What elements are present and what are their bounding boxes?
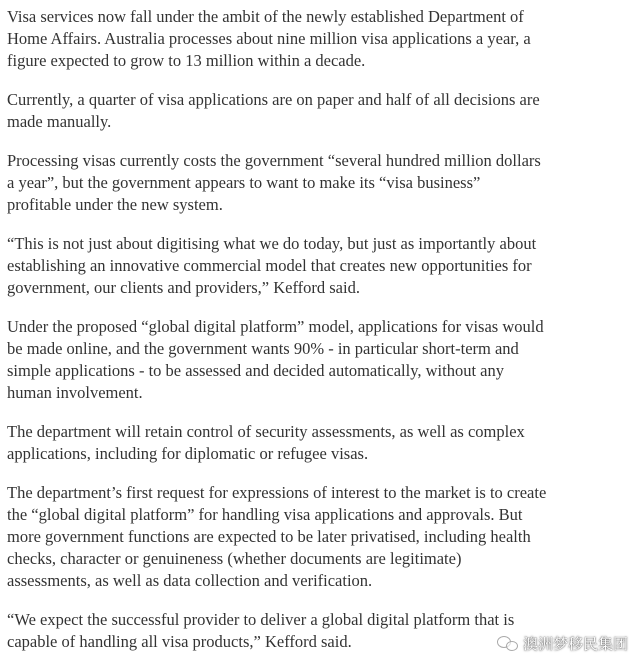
text-line: figure expected to grow to 13 million within a decade. [7, 51, 366, 70]
text-line: be made online, and the government wants 90% - in particular short-term and [7, 339, 519, 358]
text-line: “This is not just about digitising what we do today, but just as importantly about [7, 234, 537, 253]
paragraph [7, 89, 635, 133]
text-line: The department will retain control of security assessments, as well as complex [7, 422, 525, 441]
paragraph [7, 150, 635, 216]
paragraph [7, 6, 635, 72]
text-line: checks, character or genuineness (whether documents are legitimate) [7, 549, 462, 568]
text-line: Visa services now fall under the ambit of the newly established Department of [7, 7, 524, 26]
paragraph [7, 421, 635, 465]
text-line: a year”, but the government appears to want to make its “visa business” [7, 173, 481, 192]
text-line: Currently, a quarter of visa applications are on paper and half of all decisions are [7, 90, 540, 109]
text-line: “We expect the successful provider to deliver a global digital platform that is [7, 610, 515, 629]
wechat-icon [497, 635, 519, 651]
text-line: simple applications - to be assessed and decided automatically, without any [7, 361, 505, 380]
text-line: Under the proposed “global digital platform” model, applications for visas would [7, 317, 544, 336]
text-line: human involvement. [7, 383, 143, 402]
text-line: Home Affairs. Australia processes about nine million visa applications a year, a [7, 29, 531, 48]
paragraph [7, 316, 635, 404]
text-line: establishing an innovative commercial model that creates new opportunities for [7, 256, 532, 275]
text-line: assessments, as well as data collection and verification. [7, 571, 373, 590]
watermark-text: 澳洲梦移民集团 [522, 634, 628, 653]
text-line: capable of handling all visa products,” Kefford said. [7, 632, 352, 651]
text-line: government, our clients and providers,” Kefford said. [7, 278, 360, 297]
text-line: The department’s first request for expressions of interest to the market is to create [7, 483, 547, 502]
watermark [497, 633, 628, 653]
text-line: the “global digital platform” for handling visa applications and approvals. But [7, 505, 523, 524]
paragraph [7, 233, 635, 299]
text-line: applications, including for diplomatic or refugee visas. [7, 444, 369, 463]
text-line: profitable under the new system. [7, 195, 223, 214]
article-body [7, 6, 635, 670]
text-line: made manually. [7, 112, 112, 131]
text-line: more government functions are expected to be later privatised, including health [7, 527, 531, 546]
paragraph [7, 482, 635, 592]
text-line: Processing visas currently costs the government “several hundred million dollars [7, 151, 541, 170]
